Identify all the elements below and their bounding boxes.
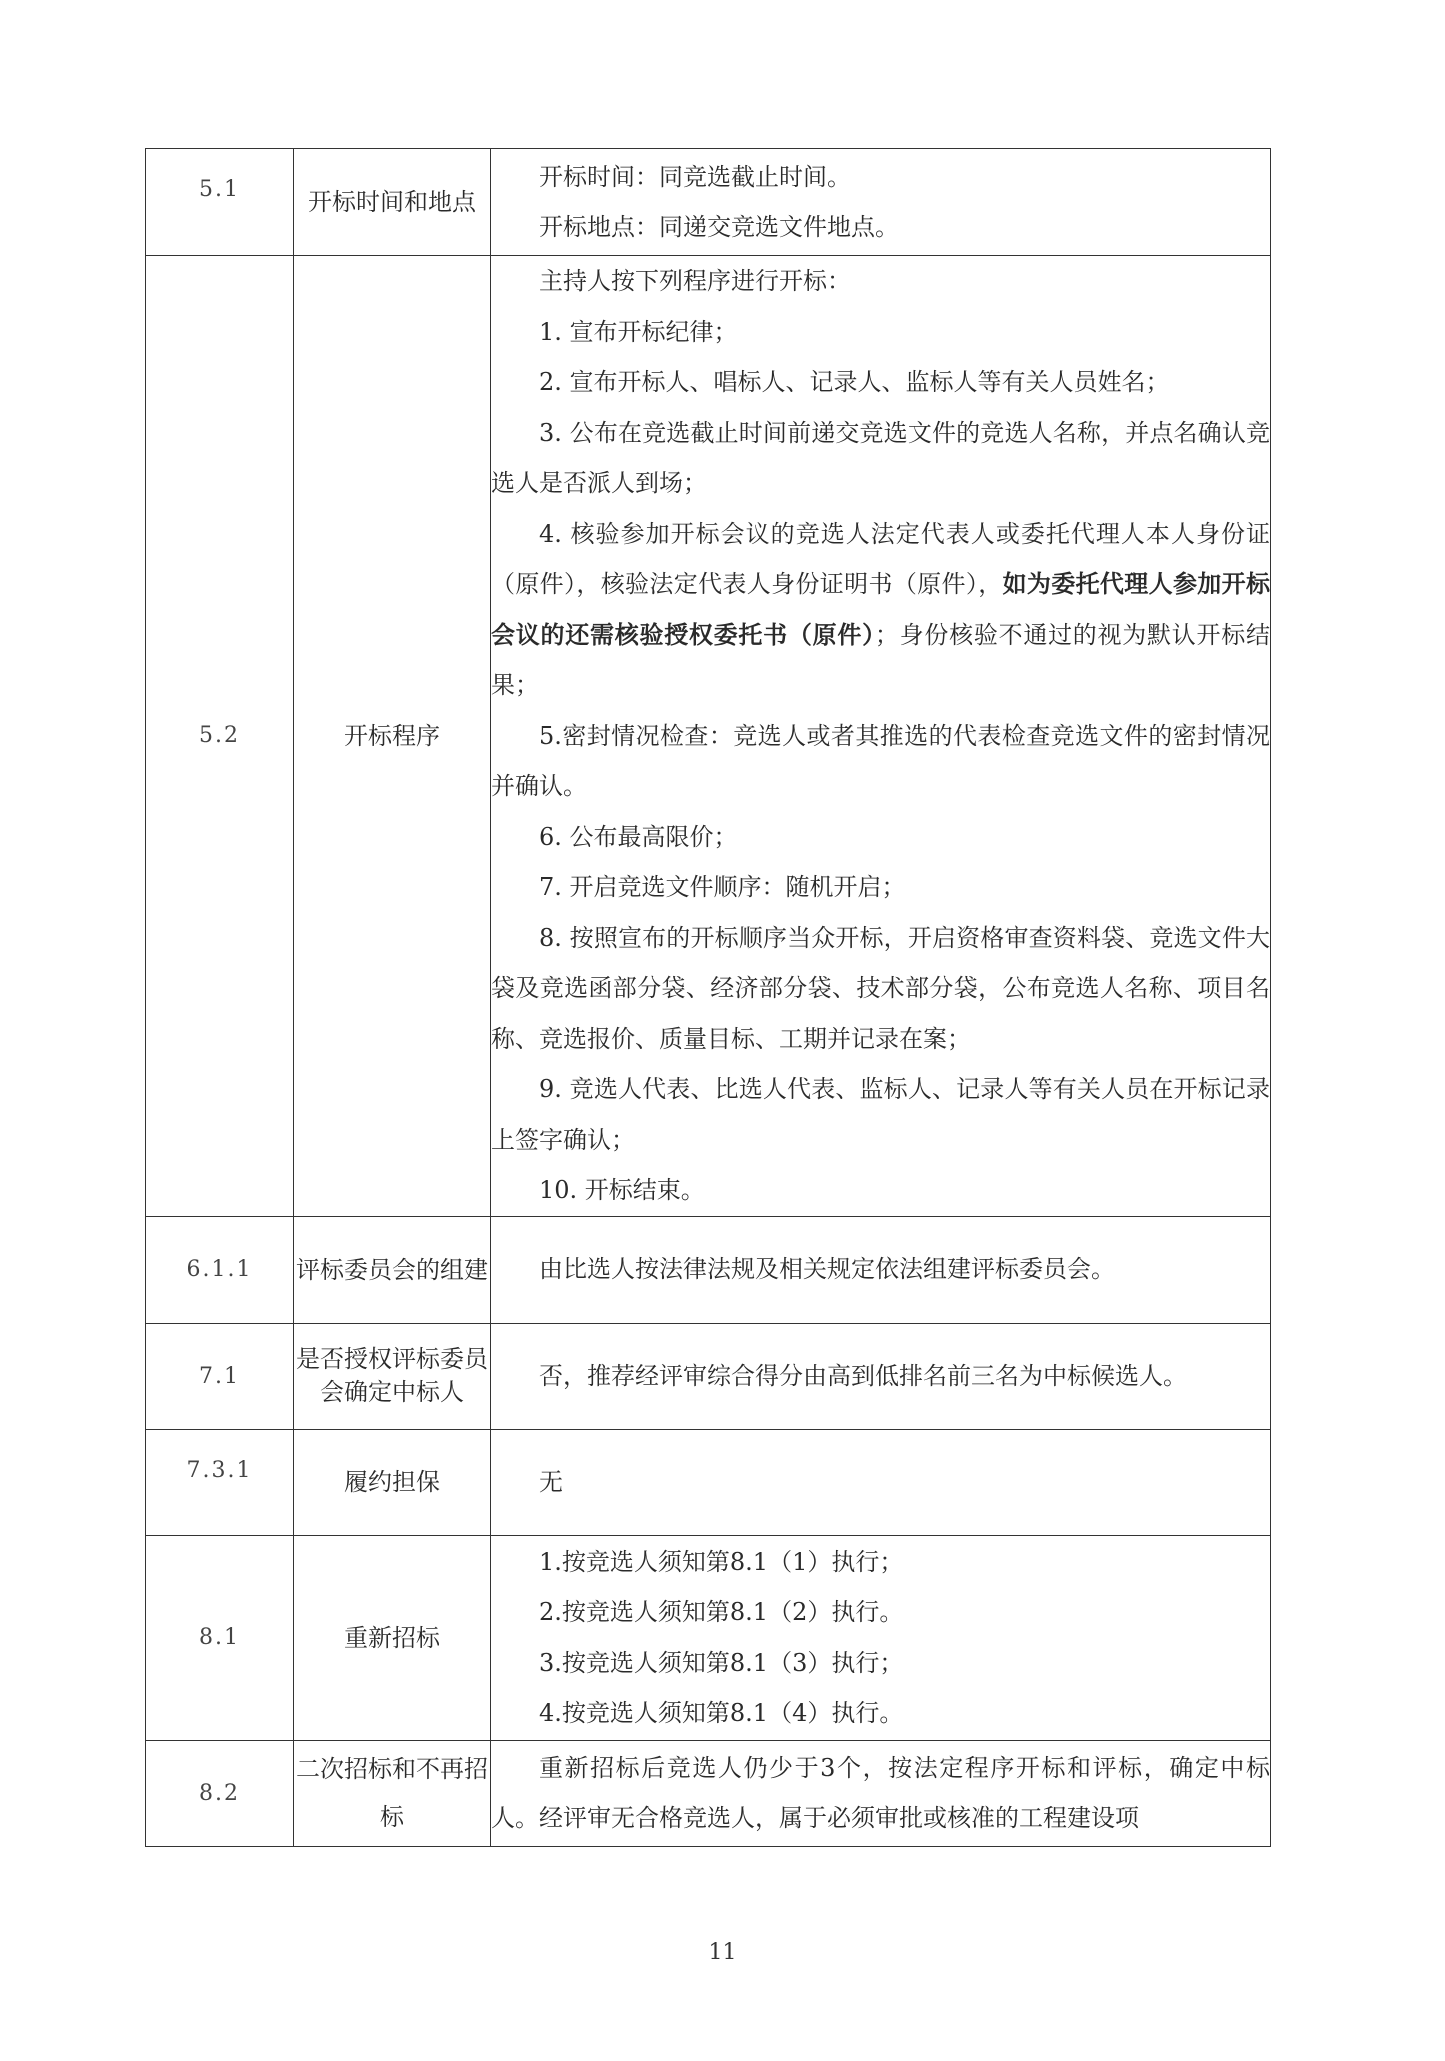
- table-row: [146, 1323, 1271, 1429]
- clause-table: [145, 148, 1271, 1847]
- clause-name: 是否授权评标委员会确定中标人: [294, 1323, 491, 1429]
- table-row: [146, 1429, 1271, 1535]
- clause-content: [491, 1323, 1271, 1429]
- clause-content: [491, 149, 1271, 256]
- content-paragraph: 6. 公布最高限价；: [539, 822, 738, 851]
- clause-content: [491, 1535, 1271, 1740]
- content-paragraph: 8. 按照宣布的开标顺序当众开标，开启资格审查资料袋、竞选文件大袋及竞选函部分袋、经济部分袋、技术部分袋，公布竞选人名称、项目名称、竞选报价、质量目标、工期并记录在案；: [491, 923, 1270, 1053]
- content-paragraph: 10. 开标结束。: [539, 1176, 705, 1204]
- content-paragraph: 2. 宣布开标人、唱标人、记录人、监标人等有关人员姓名；: [539, 368, 1170, 396]
- table-row: [146, 149, 1271, 256]
- clause-name: 二次招标和不再招标: [294, 1740, 491, 1846]
- verification-text: 4. 核验参加开标会议的竞选人法定代表人或委托代理人本人身份证（原件），核验法定代表人身份证明书（原件），: [491, 519, 1270, 598]
- clause-name: 开标时间和地点: [294, 149, 491, 256]
- verification-tail: ；身份核验不通过的视为默认开标结果；: [491, 620, 1271, 699]
- content-paragraph: 1. 宣布开标纪律；: [539, 317, 738, 346]
- content-paragraph: 重新招标后竞选人仍少于3个，按法定程序开标和评标，确定中标人。经评审无合格竞选人，属于必须审批或核准的工程建设项: [491, 1753, 1270, 1832]
- content-paragraph: 无: [539, 1467, 563, 1496]
- content-paragraph: 由比选人按法律法规及相关规定依法组建评标委员会。: [539, 1255, 1115, 1284]
- clause-number: 8.2: [146, 1740, 294, 1846]
- clause-content: [491, 1429, 1271, 1535]
- clause-name: 评标委员会的组建: [294, 1216, 491, 1323]
- table-row: [146, 1535, 1271, 1740]
- clause-name: 重新招标: [294, 1535, 491, 1740]
- page-number: 11: [708, 1940, 737, 1965]
- content-paragraph: 3.按竞选人须知第8.1（3）执行；: [539, 1648, 904, 1677]
- content-paragraph: 5.密封情况检查：竞选人或者其推选的代表检查竞选文件的密封情况并确认。: [491, 721, 1270, 800]
- clause-number: 5.2: [146, 256, 294, 1217]
- content-paragraph: 主持人按下列程序进行开标：: [539, 267, 851, 295]
- content-paragraph: 3. 公布在竞选截止时间前递交竞选文件的竞选人名称，并点名确认竞选人是否派人到场；: [491, 418, 1270, 497]
- table-row: [146, 1740, 1271, 1846]
- content-paragraph: [491, 509, 1270, 711]
- clause-number: 7.3.1: [146, 1429, 294, 1535]
- content-paragraph: 否，推荐经评审综合得分由高到低排名前三名为中标候选人。: [539, 1361, 1187, 1390]
- emphasized-text: 如为委托代理人参加开标会议的还需核验授权委托书（原件）: [491, 569, 1270, 649]
- clause-content: [491, 256, 1271, 1217]
- clause-number: 7.1: [146, 1323, 294, 1429]
- content-paragraph: 开标地点：同递交竞选文件地点。: [539, 213, 899, 241]
- content-paragraph: 开标时间：同竞选截止时间。: [539, 162, 851, 191]
- content-paragraph: 4.按竞选人须知第8.1（4）执行。: [539, 1699, 904, 1727]
- clause-name: 开标程序: [294, 256, 491, 1217]
- clause-content: [491, 1740, 1271, 1846]
- clause-number: 8.1: [146, 1535, 294, 1740]
- content-paragraph: 7. 开启竞选文件顺序：随机开启；: [539, 873, 906, 901]
- content-paragraph: 2.按竞选人须知第8.1（2）执行。: [539, 1598, 904, 1626]
- clause-number: 5.1: [146, 149, 294, 256]
- table-row: [146, 256, 1271, 1217]
- content-paragraph: 9. 竞选人代表、比选人代表、监标人、记录人等有关人员在开标记录上签字确认；: [491, 1075, 1270, 1154]
- clause-number: 6.1.1: [146, 1216, 294, 1323]
- clause-name: 履约担保: [294, 1429, 491, 1535]
- clause-content: [491, 1216, 1271, 1323]
- content-paragraph: 1.按竞选人须知第8.1（1）执行；: [539, 1547, 904, 1576]
- table-row: [146, 1216, 1271, 1323]
